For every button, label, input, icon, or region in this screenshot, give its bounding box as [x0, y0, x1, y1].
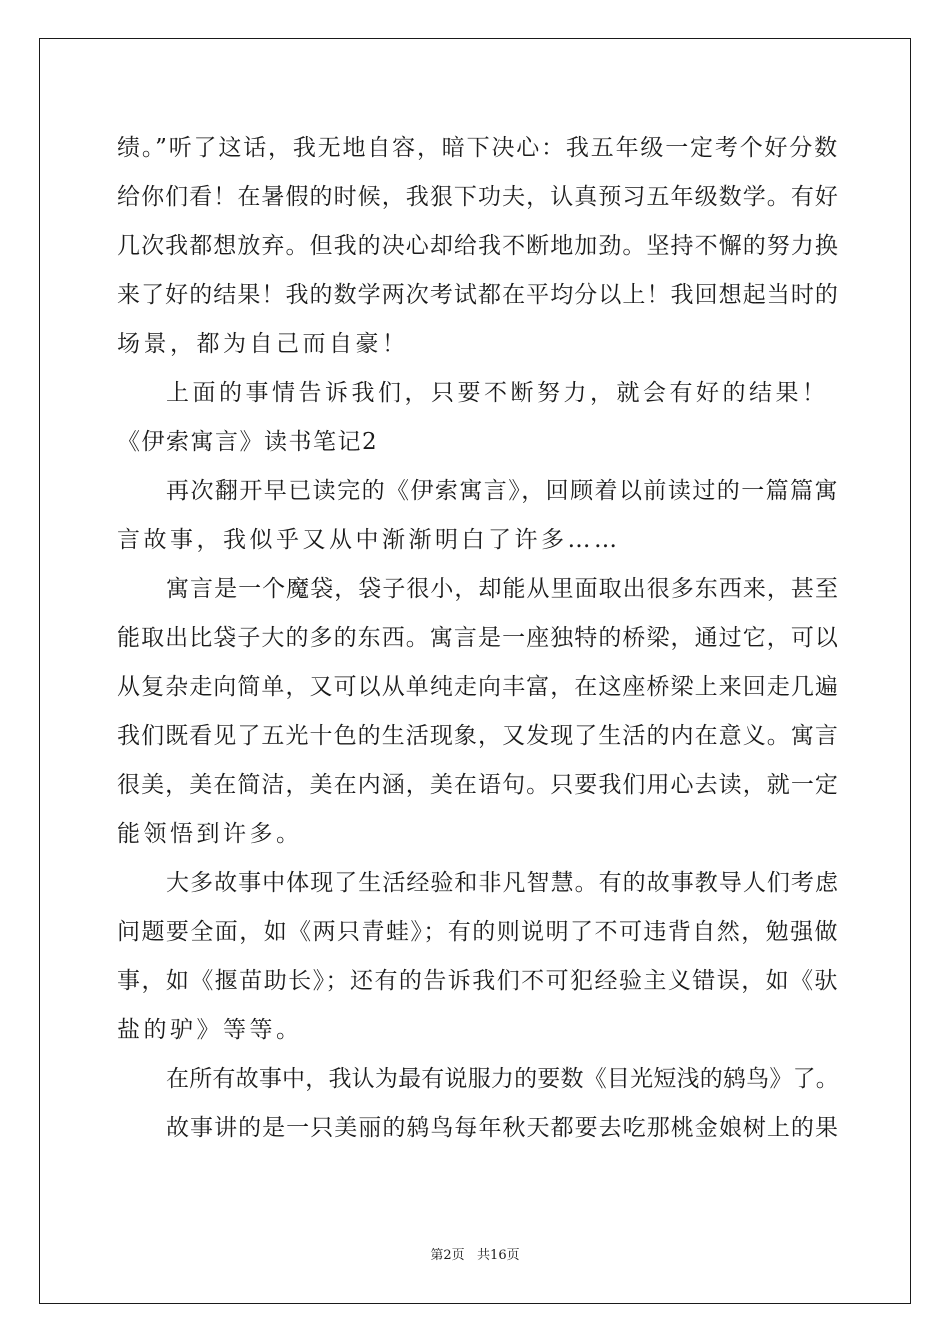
text-line: 能领悟到许多。: [117, 821, 303, 847]
text-line: 我们既看见了五光十色的生活现象，又发现了生活的内在意义。寓言: [117, 723, 839, 749]
section-heading: 《伊索寓言》读书笔记2: [117, 429, 379, 455]
page-footer: 第2页 共16页: [430, 1248, 520, 1263]
text-line: 绩。”听了这话，我无地自容，暗下决心：我五年级一定考个好分数: [117, 135, 839, 161]
text-line: 问题要全面，如《两只青蛙》；有的则说明了不可违背自然，勉强做: [117, 919, 839, 945]
text-line: 很美，美在简洁，美在内涵，美在语句。只要我们用心去读，就一定: [117, 772, 839, 798]
text-line: 来了好的结果！我的数学两次考试都在平均分以上！我回想起当时的: [117, 282, 839, 308]
text-line: 盐的驴》等等。: [117, 1017, 303, 1043]
text-line: 几次我都想放弃。但我的决心却给我不断地加劲。坚持不懈的努力换: [117, 233, 839, 259]
text-line: 给你们看！在暑假的时候，我狠下功夫，认真预习五年级数学。有好: [117, 184, 839, 210]
text-line: 故事讲的是一只美丽的鸫鸟每年秋天都要去吃那桃金娘树上的果: [166, 1115, 839, 1141]
document-body: [117, 124, 837, 1153]
text-line: 再次翻开早已读完的《伊索寓言》，回顾着以前读过的一篇篇寓: [166, 478, 839, 504]
text-line: 上面的事情告诉我们，只要不断努力，就会有好的结果！: [166, 380, 829, 406]
text-line: 场景，都为自己而自豪！: [117, 331, 409, 357]
text-line: 言故事，我似乎又从中渐渐明白了许多……: [117, 527, 621, 553]
text-line: 从复杂走向简单，又可以从单纯走向丰富，在这座桥梁上来回走几遍: [117, 674, 839, 700]
text-line: 能取出比袋子大的多的东西。寓言是一座独特的桥梁，通过它，可以: [117, 625, 839, 651]
text-line: 寓言是一个魔袋，袋子很小，却能从里面取出很多东西来，甚至: [166, 576, 839, 602]
text-line: 在所有故事中，我认为最有说服力的要数《目光短浅的鸫鸟》了。: [166, 1066, 839, 1092]
text-line: 事，如《揠苗助长》；还有的告诉我们不可犯经验主义错误，如《驮: [117, 968, 839, 994]
text-line: 大多故事中体现了生活经验和非凡智慧。有的故事教导人们考虑: [166, 870, 839, 896]
